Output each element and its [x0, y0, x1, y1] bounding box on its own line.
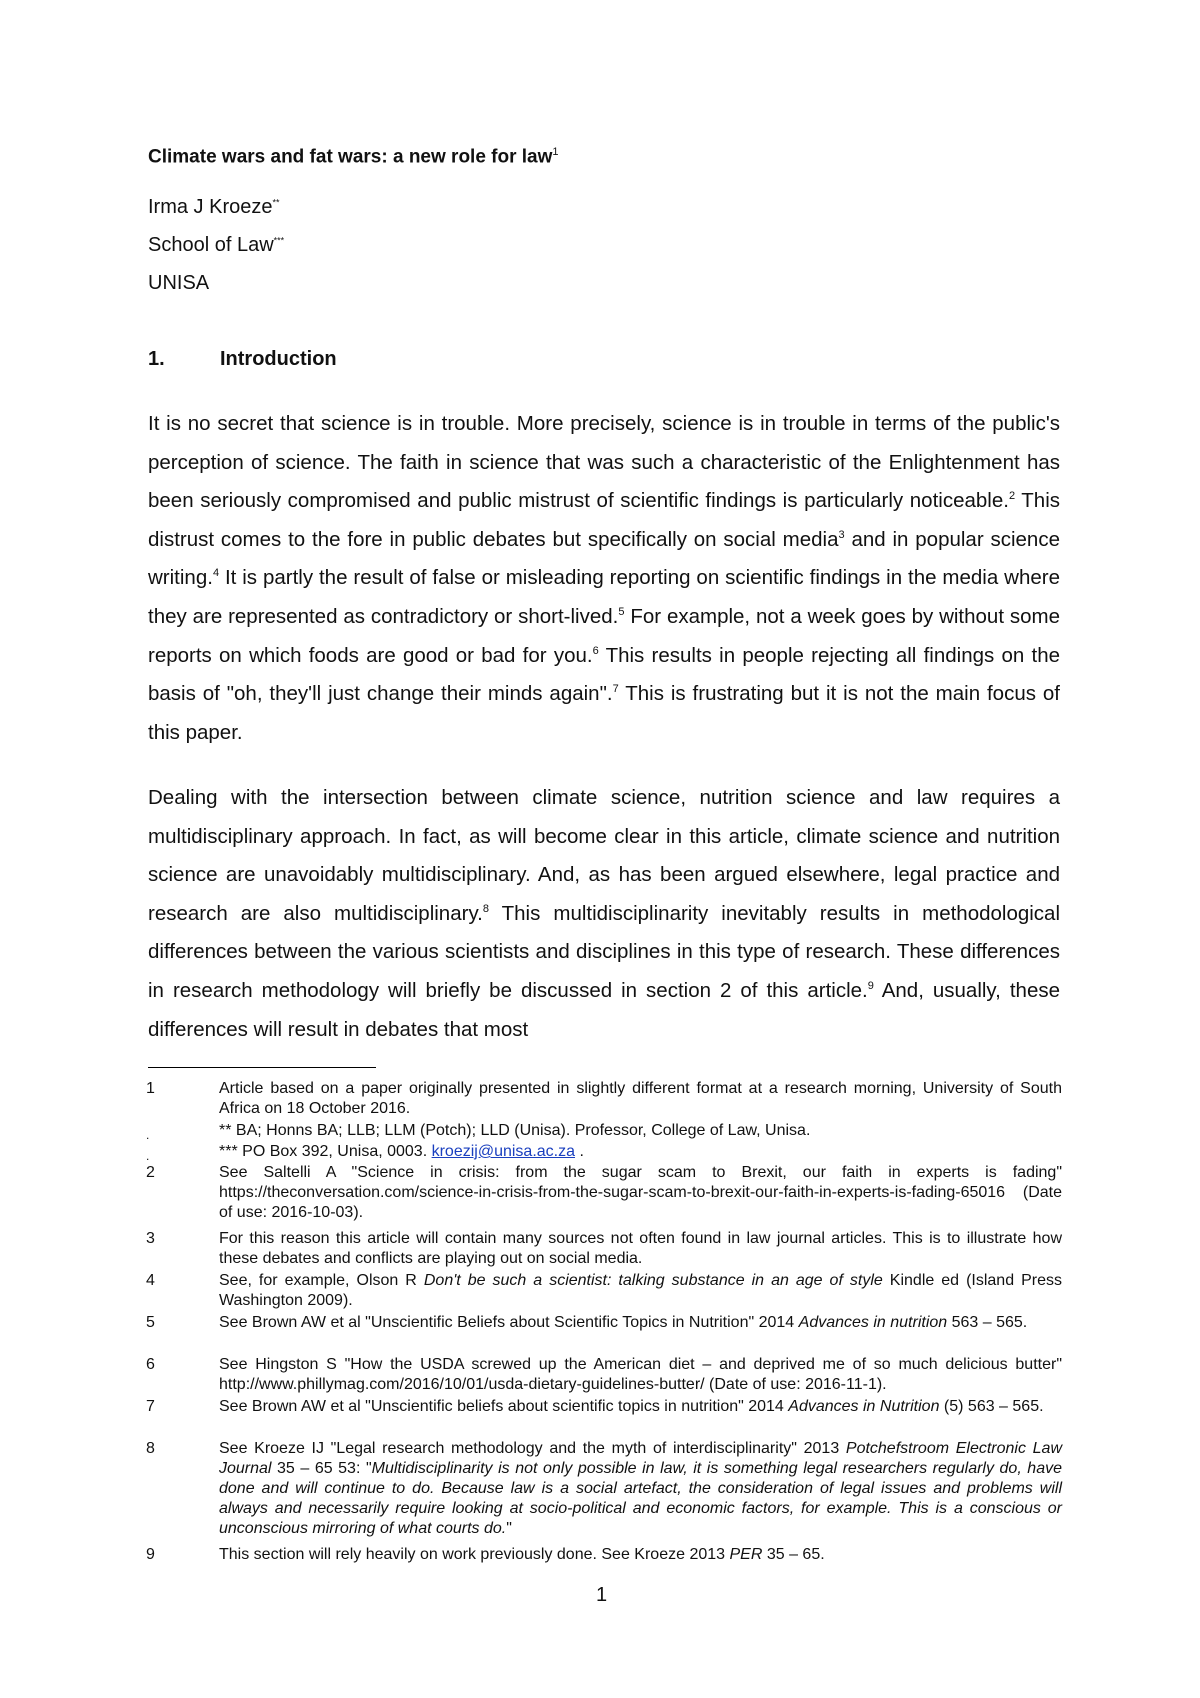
affiliation-school: School of Law*** — [148, 234, 285, 256]
page-number: 1 — [596, 1584, 608, 1606]
author-name: Irma J Kroeze** — [148, 196, 280, 218]
footnote-ref[interactable]: 9 — [867, 980, 874, 993]
section-heading: 1. Introduction — [148, 348, 337, 370]
footnote-ref[interactable]: ** — [272, 197, 280, 208]
footnote-8: 8 See Kroeze IJ "Legal research methodology and the myth of interdisciplinarity" 2013 Potchefstroom Electronic Law Journal 35 – 65 53: "Multidisciplinarity is not only possible in law, it is something legal researchers regularly do, have done and will continue to do. Because law is a social artefact, the consideration of legal issues and problems will always and necessarily require looking at socio-political and economic factors, for example. This is a conscious or unconscious mirroring of what courts do." — [146, 1440, 1063, 1537]
footnote-ref[interactable]: 7 — [612, 683, 619, 696]
footnote-6: 6 See Hingston S "How the USDA screwed up the American diet – and deprived me of so much delicious butter" http://www.phillymag.com/2016/10/01/usda-dietary-guidelines-butter/ (Date of use: 2016-11-1). — [146, 1356, 1062, 1393]
footnote-1: 1 Article based on a paper originally presented in slightly different format at a research morning, University of South Africa on 18 October 2016. — [146, 1080, 1062, 1117]
footnote-ref[interactable]: 8 — [482, 902, 489, 915]
footnote-ref[interactable]: 4 — [212, 567, 220, 580]
paper-title: Climate wars and fat wars: a new role for law$^1$ — [148, 146, 559, 168]
footnote-separator — [148, 1067, 376, 1068]
body-paragraph-2: Dealing with the intersection between climate science, nutrition science and law requires a multidisciplinary approach. In fact, as will become clear in this article, climate science and nutrition science are unavoidably multidisciplinary. And, as has been argued elsewhere, legal practice and research are also multidisciplinary.$^8$ This multidisciplinarity inevitably results in methodological differences between the various scientists and disciplines in this type of research. These differences in research methodology will briefly be discussed in section 2 of this article.$^9$ And, usually, these differences will result in debates that most — [148, 786, 1061, 1041]
footnote-ref[interactable]: 6 — [592, 644, 599, 657]
body-paragraph-1: It is no secret that science is in trouble. More precisely, science is in trouble in terms of the public's perception of science. The faith in science that was such a characteristic of the Enlightenment has been seriously compromised and public mistrust of scientific findings is particularly noticeable.$^2$ This distrust comes to the fore in public debates but specifically on social media$^3$ and in popular science writing.$^4$ It is partly the result of false or misleading reporting on scientific findings in the media where they are represented as contradictory or short-lived.$^5$ For example, not a week goes by without some reports on which foods are good or bad for you.$^6$ This results in people rejecting all findings on the basis of "oh, they'll just change their minds again".$^7$ This is frustrating but it is not the main focus of this paper. — [148, 412, 1061, 744]
footnote-4: 4 See, for example, Olson R Don't be such a scientist: talking substance in an age of style Kindle ed (Island Press Washington 2009). — [146, 1272, 1063, 1309]
affiliation-university: UNISA — [148, 272, 210, 294]
footnote-school: . *** PO Box 392, Unisa, 0003. kroezij@unisa.ac.za . — [146, 1143, 584, 1163]
footnote-ref[interactable]: *** — [273, 235, 285, 246]
footnote-2: 2 See Saltelli A "Science in crisis: from the sugar scam to Brexit, our faith in experts is fading" https://theconversation.com/science-in-crisis-from-the-sugar-scam-to-brexit-our-faith-in-experts-is-fading-65016 (Date of use: 2016-10-03). — [146, 1164, 1062, 1221]
footnote-ref[interactable]: 2 — [1008, 490, 1016, 503]
footnote-ref[interactable]: 1 — [552, 146, 559, 158]
footnote-author: . ** BA; Honns BA; LLB; LLM (Potch); LLD (Unisa). Professor, College of Law, Unisa. — [146, 1122, 811, 1142]
footnote-9: 9 This section will rely heavily on work previously done. See Kroeze 2013 PER 35 – 65. — [146, 1546, 825, 1563]
footnote-7: 7 See Brown AW et al "Unscientific beliefs about scientific topics in nutrition" 2014 Advances in Nutrition (5) 563 – 565. — [146, 1398, 1044, 1415]
email-link[interactable]: kroezij@unisa.ac.za — [431, 1143, 576, 1160]
footnote-3: 3 For this reason this article will contain many sources not often found in law journal articles. This is to illustrate how these debates and conflicts are playing out on social media. — [146, 1230, 1062, 1267]
footnote-ref[interactable]: 5 — [618, 606, 625, 619]
footnote-ref[interactable]: 3 — [838, 528, 845, 541]
footnote-5: 5 See Brown AW et al "Unscientific Beliefs about Scientific Topics in Nutrition" 2014 Advances in nutrition 563 – 565. — [146, 1314, 1028, 1331]
